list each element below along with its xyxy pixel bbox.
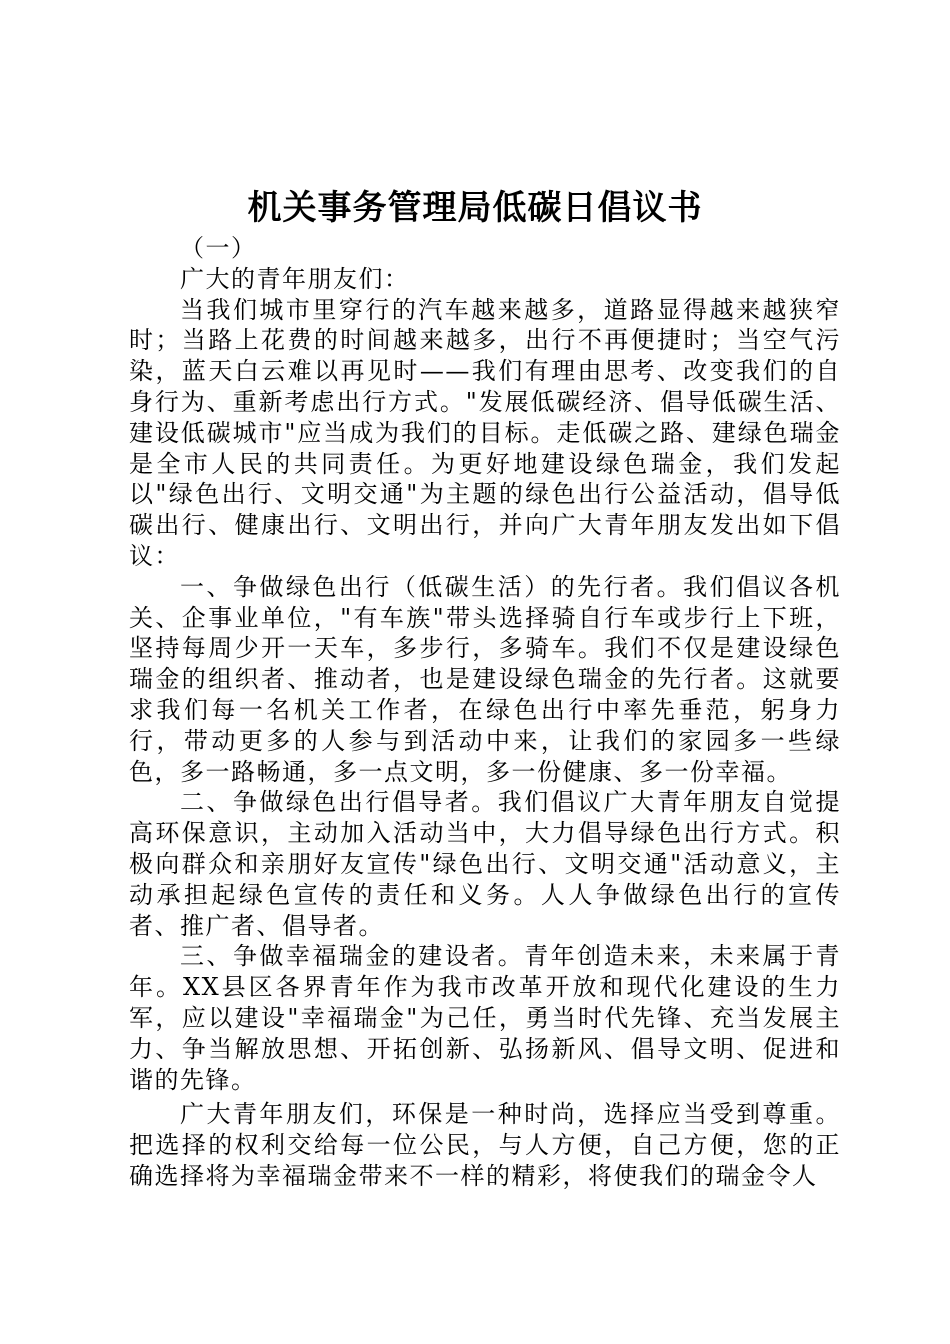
paragraph-proposal-three: 三、争做幸福瑞金的建设者。青年创造未来，未来属于青年。XX县区各界青年作为我市改革开放和现代化建设的生力军，应以建设"幸福瑞金"为己任，勇当时代先锋、充当发展主力、争当解放思想、开拓创新、弘扬新风、倡导文明、促进和谐的先锋。: [129, 942, 841, 1094]
paragraph-proposal-one: 一、争做绿色出行（低碳生活）的先行者。我们倡议各机关、企事业单位，"有车族"带头选择骑自行车或步行上下班，坚持每周少开一天车，多步行，多骑车。我们不仅是建设绿色瑞金的组织者、推动者，也是建设绿色瑞金的先行者。这就要求我们每一名机关工作者，在绿色出行中率先垂范，躬身力行，带动更多的人参与到活动中来，让我们的家园多一些绿色，多一路畅通，多一点文明，多一份健康、多一份幸福。: [129, 572, 841, 786]
document-body: [129, 233, 841, 1192]
section-mark: （一）: [180, 234, 257, 262]
paragraph-proposal-two: 二、争做绿色出行倡导者。我们倡议广大青年朋友自觉提高环保意识，主动加入活动当中，大力倡导绿色出行方式。积极向群众和亲朋好友宣传"绿色出行、文明交通"活动意义，主动承担起绿色宣传的责任和义务。人人争做绿色出行的宣传者、推广者、倡导者。: [129, 788, 841, 940]
salutation: 广大的青年朋友们：: [180, 264, 410, 293]
paragraph-closing: 广大青年朋友们，环保是一种时尚，选择应当受到尊重。把选择的权利交给每一位公民，与人方便，自己方便，您的正确选择将为幸福瑞金带来不一样的精彩，将使我们的瑞金令人: [129, 1100, 841, 1190]
document-title: 机关事务管理局低碳日倡议书: [247, 188, 703, 228]
paragraph-intro: 当我们城市里穿行的汽车越来越多，道路显得越来越狭窄时；当路上花费的时间越来越多，出行不再便捷时；当空气污染，蓝天白云难以再见时——我们有理由思考、改变我们的自身行为、重新考虑出行方式。"发展低碳经济、倡导低碳生活、建设低碳城市"应当成为我们的目标。走低碳之路、建绿色瑞金是全市人民的共同责任。为更好地建设绿色瑞金，我们发起以"绿色出行、文明交通"为主题的绿色出行公益活动，倡导低碳出行、健康出行、文明出行，并向广大青年朋友发出如下倡议：: [129, 295, 841, 570]
